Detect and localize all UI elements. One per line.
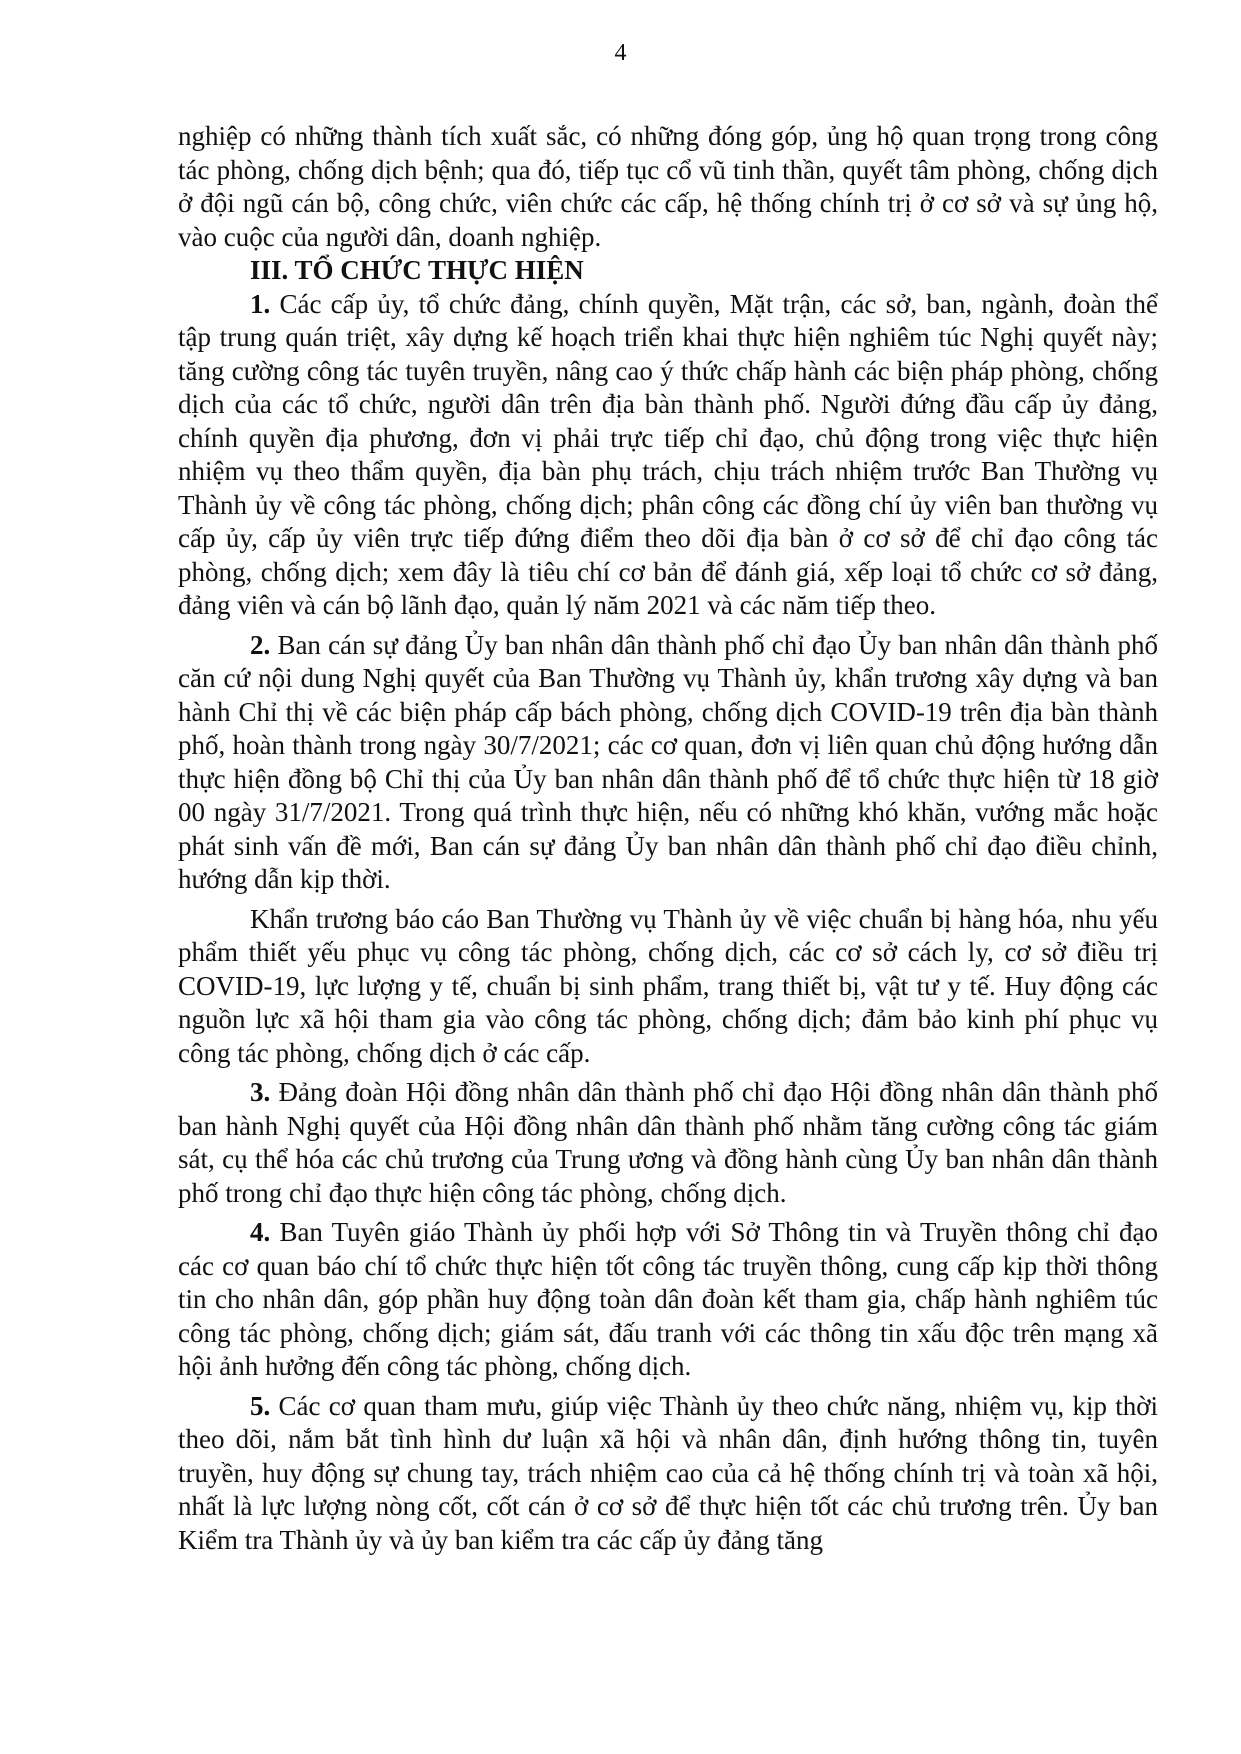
item-5-paragraph: [178, 1390, 1158, 1558]
item-number: 2.: [250, 629, 271, 660]
item-text: Đảng đoàn Hội đồng nhân dân thành phố chỉ đạo Hội đồng nhân dân thành phố ban hành Nghị quyết của Hội đồng nhân dân thành phố nhằm tăng cường công tác giám sát, cụ thể hóa các chủ trương của Trung ương và đồng hành cùng Ủy ban nhân dân thành phố trong chỉ đạo thực hiện công tác phòng, chống dịch.: [178, 1077, 1159, 1208]
item-number: 4.: [250, 1217, 271, 1247]
item-text: Khẩn trương báo cáo Ban Thường vụ Thành ủy về việc chuẩn bị hàng hóa, nhu yếu phẩm thiết yếu phục vụ công tác phòng, chống dịch, các cơ sở cách ly, cơ sở điều trị COVID-19, lực lượng y tế, chuẩn bị sinh phẩm, trang thiết bị, vật tư y tế. Huy động các nguồn lực xã hội tham gia vào công tác phòng, chống dịch; đảm bảo kinh phí phục vụ công tác phòng, chống dịch ở các cấp.: [178, 903, 1158, 1068]
item-3-paragraph: [178, 1076, 1158, 1210]
item-number: 1.: [250, 288, 271, 319]
section-heading: III. TỔ CHỨC THỰC HIỆN: [250, 255, 584, 285]
item-number: 5.: [250, 1390, 271, 1421]
item-text: Các cơ quan tham mưu, giúp việc Thành ủy theo chức năng, nhiệm vụ, kịp thời theo dõi, nắm bắt tình hình dư luận xã hội và nhân dân, định hướng thông tin, tuyên truyền, huy động sự chung tay, trách nhiệm cao của cả hệ thống chính trị và toàn xã hội, nhất là lực lượng nòng cốt, cốt cán ở cơ sở để thực hiện tốt các chủ trương trên. Ủy ban Kiểm tra Thành ủy và ủy ban kiểm tra các cấp ủy đảng tăng: [178, 1390, 1158, 1555]
intro-paragraph: nghiệp có những thành tích xuất sắc, có những đóng góp, ủng hộ quan trọng trong công tác phòng, chống dịch bệnh; qua đó, tiếp tục cổ vũ tinh thần, quyết tâm phòng, chống dịch ở đội ngũ cán bộ, công chức, viên chức các cấp, hệ thống chính trị ở cơ sở và sự ủng hộ, vào cuộc của người dân, doanh nghiệp.: [178, 121, 1158, 252]
item-number: 3.: [250, 1077, 271, 1107]
item-1-paragraph: [178, 288, 1158, 623]
item-4-paragraph: [178, 1216, 1158, 1384]
item-2-continuation-paragraph: [178, 903, 1158, 1071]
item-2-paragraph: [178, 629, 1158, 897]
item-text: Ban Tuyên giáo Thành ủy phối hợp với Sở Thông tin và Truyền thông chỉ đạo các cơ quan báo chí tổ chức thực hiện tốt công tác truyền thông, cung cấp kịp thời thông tin cho nhân dân, góp phần huy động toàn dân đoàn kết tham gia, chấp hành nghiêm túc công tác phòng, chống dịch; giám sát, đấu tranh với các thông tin xấu độc trên mạng xã hội ảnh hưởng đến công tác phòng, chống dịch.: [178, 1217, 1158, 1381]
document-body: [178, 120, 1158, 1557]
item-text: Các cấp ủy, tổ chức đảng, chính quyền, Mặt trận, các sở, ban, ngành, đoàn thể tập trung quán triệt, xây dựng kế hoạch triển khai thực hiện nghiêm túc Nghị quyết này; tăng cường công tác tuyên truyền, nâng cao ý thức chấp hành các biện pháp phòng, chống dịch của các tổ chức, người dân trên địa bàn thành phố. Người đứng đầu cấp ủy đảng, chính quyền địa phương, đơn vị phải trực tiếp chỉ đạo, chủ động trong việc thực hiện nhiệm vụ theo thẩm quyền, địa bàn phụ trách, chịu trách nhiệm trước Ban Thường vụ Thành ủy về công tác phòng, chống dịch; phân công các đồng chí ủy viên ban thường vụ cấp ủy, cấp ủy viên trực tiếp đứng điểm theo dõi địa bàn ở cơ sở để chỉ đạo công tác phòng, chống dịch; xem đây là tiêu chí cơ bản để đánh giá, xếp loại tổ chức cơ sở đảng, đảng viên và cán bộ lãnh đạo, quản lý năm 2021 và các năm tiếp theo.: [178, 288, 1159, 620]
item-text: Ban cán sự đảng Ủy ban nhân dân thành phố chỉ đạo Ủy ban nhân dân thành phố căn cứ nội dung Nghị quyết của Ban Thường vụ Thành ủy, khẩn trương xây dựng và ban hành Chỉ thị về các biện pháp cấp bách phòng, chống dịch COVID-19 trên địa bàn thành phố, hoàn thành trong ngày 30/7/2021; các cơ quan, đơn vị liên quan chủ động hướng dẫn thực hiện đồng bộ Chỉ thị của Ủy ban nhân dân thành phố để tổ chức thực hiện từ 18 giờ 00 ngày 31/7/2021. Trong quá trình thực hiện, nếu có những khó khăn, vướng mắc hoặc phát sinh vấn đề mới, Ban cán sự đảng Ủy ban nhân dân thành phố chỉ đạo điều chỉnh, hướng dẫn kịp thời.: [178, 629, 1158, 894]
page-number: 4: [614, 40, 627, 66]
